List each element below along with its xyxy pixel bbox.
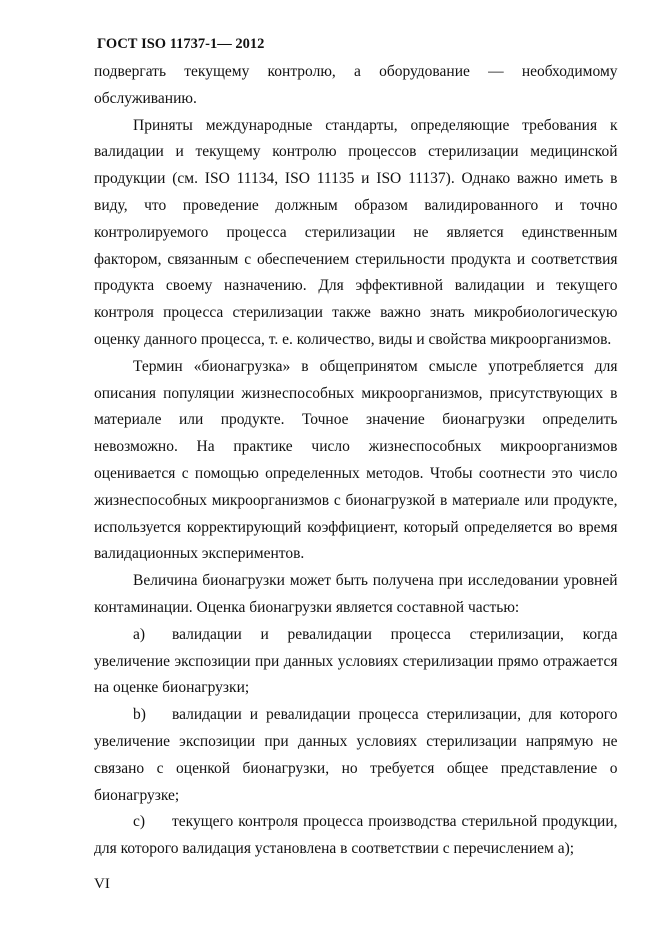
text-line xyxy=(94,568,618,595)
text-line xyxy=(94,247,618,274)
page-number: VI xyxy=(94,876,110,892)
text-line-content: продукта своему назначению. Для эффективной валидации и текущего xyxy=(94,277,618,295)
paragraph xyxy=(94,568,618,622)
text-line-content: текущего контроля процесса производства стерильной продукции, xyxy=(172,813,618,831)
list-marker: c) xyxy=(133,813,146,831)
text-line-content: продукции (см. ISO 11134, ISO 11135 и ISO 11137). Однако важно иметь в xyxy=(94,170,618,188)
text-line-content: валидационных экспериментов. xyxy=(94,545,305,563)
text-line-content: увеличение экспозиции при данных условиях стерилизации напрямую не xyxy=(94,732,618,750)
text-line-content: оценивается с помощью определенных методов. Чтобы соотнести это число xyxy=(94,464,618,482)
text-line xyxy=(94,649,618,676)
paragraph xyxy=(94,113,618,354)
text-line-content: Приняты международные стандарты, определяющие требования к xyxy=(133,116,618,134)
text-line-content: валидации и ревалидации процесса стерилизации, для которого xyxy=(172,706,618,724)
text-line-content: обслуживанию. xyxy=(94,89,197,107)
text-line xyxy=(94,756,618,783)
document-body xyxy=(94,59,618,863)
paragraph xyxy=(94,354,618,568)
list-marker: b) xyxy=(133,706,146,724)
text-line-content: бионагрузке; xyxy=(94,786,180,804)
text-line-content: для которого валидация установлена в соответствии с перечислением а); xyxy=(94,840,575,858)
text-line xyxy=(94,836,618,863)
text-line xyxy=(94,675,618,702)
text-line xyxy=(94,488,618,515)
text-line xyxy=(94,273,618,300)
text-line xyxy=(94,783,618,810)
text-line-content: описания популяции жизнеспособных микроорганизмов, присутствующих в xyxy=(94,384,618,402)
text-line-content: материале или продукте. Точное значение бионагрузки определить xyxy=(94,411,618,429)
text-line-content: увеличение экспозиции при данных условиях стерилизации прямо отражается xyxy=(94,652,618,670)
list-item xyxy=(94,702,618,809)
text-line xyxy=(94,729,618,756)
text-line xyxy=(94,139,618,166)
text-line xyxy=(94,622,618,649)
text-line-content: виду, что проведение должным образом валидированного и точно xyxy=(94,196,618,214)
text-line-content: связано с оценкой бионагрузки, но требуется общее представление о xyxy=(94,759,618,777)
text-line-content: валидации и текущему контролю процессов стерилизации медицинской xyxy=(94,143,618,161)
text-line-content: подвергать текущему контролю, а оборудование — необходимому xyxy=(94,63,618,80)
list-item-text xyxy=(172,702,618,729)
text-line xyxy=(94,702,618,729)
text-line-content: Величина бионагрузки может быть получена при исследовании уровней xyxy=(133,572,618,590)
text-line xyxy=(94,220,618,247)
text-line-content: контаминации. Оценка бионагрузки является составной частью: xyxy=(94,598,520,616)
text-line xyxy=(94,434,618,461)
list-item xyxy=(94,622,618,702)
text-line xyxy=(94,354,618,381)
text-line-content: невозможно. На практике число жизнеспособных микроорганизмов xyxy=(94,438,618,456)
text-line-content: оценку данного процесса, т. е. количество, виды и свойства микроорганизмов. xyxy=(94,330,612,348)
text-line xyxy=(94,166,618,193)
list-item-text xyxy=(172,809,618,836)
text-line xyxy=(94,300,618,327)
list-marker: a) xyxy=(133,625,146,643)
document-header: ГОСТ ISO 11737-1— 2012 xyxy=(97,36,265,52)
text-line xyxy=(94,193,618,220)
text-line-content: жизнеспособных микроорганизмов с бионагрузкой в материале или продукте, xyxy=(94,491,618,509)
text-line xyxy=(94,113,618,140)
text-line-content: контролируемого процесса стерилизации не является единственным xyxy=(94,223,618,241)
text-line xyxy=(94,86,618,113)
text-line xyxy=(94,515,618,542)
text-line xyxy=(94,809,618,836)
text-line-content: контроля процесса стерилизации также важно знать микробиологическую xyxy=(94,304,618,322)
paragraph xyxy=(94,59,618,113)
list-item xyxy=(94,809,618,863)
text-line-content: валидации и ревалидации процесса стерилизации, когда xyxy=(172,625,618,643)
text-line xyxy=(94,595,618,622)
text-line-content: используется корректирующий коэффициент, который определяется во время xyxy=(94,518,618,536)
text-line xyxy=(94,461,618,488)
text-line xyxy=(94,381,618,408)
text-line xyxy=(94,541,618,568)
text-line xyxy=(94,59,618,86)
text-line xyxy=(94,407,618,434)
text-line-content: фактором, связанным с обеспечением стерильности продукта и соответствия xyxy=(94,250,618,268)
text-line-content: на оценке бионагрузки; xyxy=(94,679,250,697)
text-line xyxy=(94,327,618,354)
text-line-content: Термин «бионагрузка» в общепринятом смысле употребляется для xyxy=(133,357,618,375)
list-item-text xyxy=(172,622,618,649)
